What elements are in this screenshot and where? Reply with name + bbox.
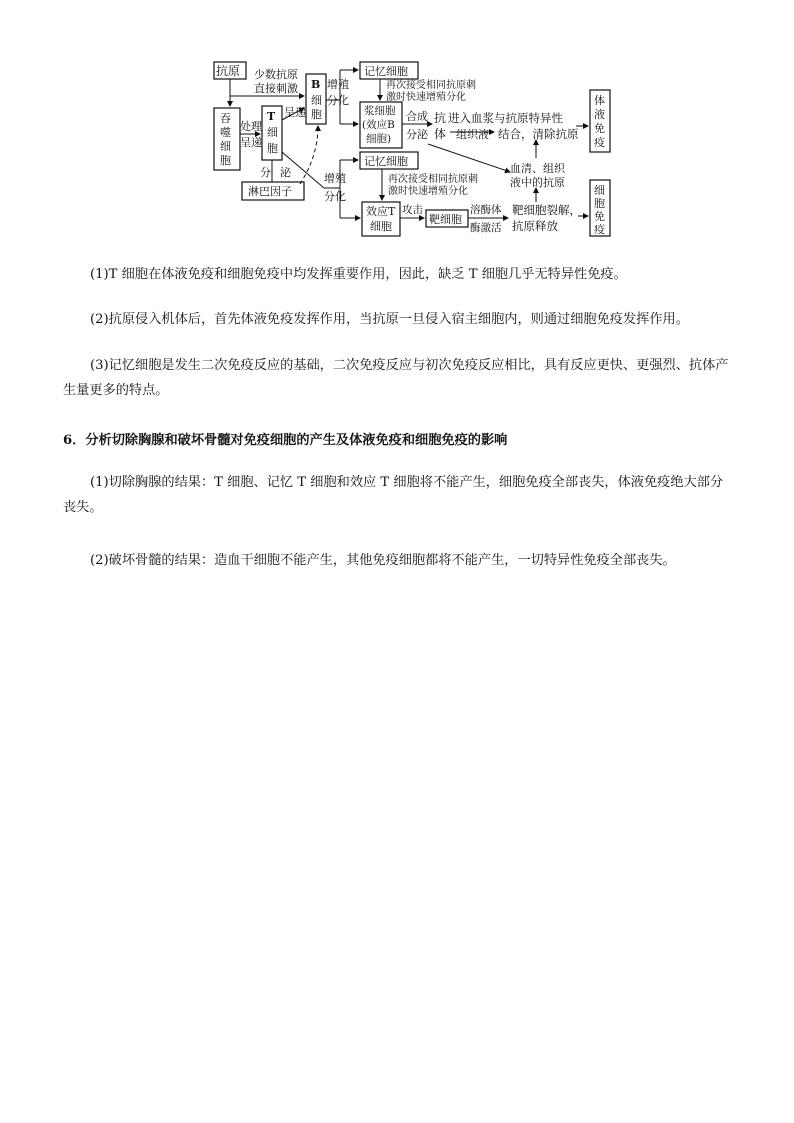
phago-char-3: 细	[220, 140, 231, 153]
antigen-label: 抗原	[216, 64, 241, 78]
bind-clear-label: 结合，清除抗原	[498, 127, 579, 141]
diff1-label: 分化	[327, 94, 349, 107]
tissue-fluid-label: 组织液	[456, 128, 489, 141]
cellular-char-4: 疫	[594, 223, 605, 236]
section-6-paragraph-2-text: (2)破坏骨髓的结果：造血干细胞不能产生，其他免疫细胞都将不能产生，一切特异性免疫全部丧失。	[90, 553, 676, 568]
plasma-line-2: (效应B	[362, 119, 395, 131]
t-char-1: T	[267, 110, 276, 123]
humoral-char-2: 液	[594, 108, 605, 121]
phago-char-1: 吞	[220, 112, 231, 125]
prolif1-label: 增殖	[327, 78, 349, 91]
enter-plasma-label: 进入血浆与抗原特异性	[448, 111, 563, 125]
present2-label: 呈递	[284, 106, 306, 119]
t-char-2: 细	[267, 126, 278, 139]
antibody-char-2: 体	[434, 127, 447, 141]
paragraph-3-text: (3)记忆细胞是发生二次免疫反应的基础，二次免疫反应与初次免疫反应相比，具有反应更快、更强烈、抗体产生量更多的特点。	[63, 358, 729, 398]
b-char-2: 细	[311, 94, 322, 107]
secrete2-char-2: 泌	[280, 166, 291, 179]
cellular-char-1: 细	[594, 184, 605, 197]
lysis-line-2: 抗原释放	[512, 219, 558, 233]
paragraph-1-text: (1)T 细胞在体液免疫和细胞免疫中均发挥重要作用，因此，缺乏 T 细胞几乎无特异性免疫。	[90, 267, 627, 282]
humoral-char-1: 体	[594, 94, 605, 107]
secrete1-label: 分泌	[406, 128, 428, 141]
paragraph-2	[63, 307, 733, 332]
t-char-3: 胞	[267, 142, 278, 155]
cellular-char-2: 胞	[594, 197, 605, 210]
restim2-line-2: 激时快速增殖分化	[388, 186, 468, 197]
paragraph-3	[63, 353, 733, 403]
cellular-char-3: 免	[594, 210, 605, 223]
prolif2-label: 增殖	[324, 172, 346, 185]
restim1-line-1: 再次接受相同抗原刺	[386, 80, 476, 91]
diff2-label: 分化	[324, 190, 346, 203]
plasma-line-3: 细胞)	[366, 133, 392, 145]
arrow-memory2-to-blood	[428, 144, 510, 172]
blood-line-1: 血清、组织	[510, 162, 565, 175]
memory-cell-1-label: 记忆细胞	[364, 65, 408, 78]
process-label: 处理	[240, 120, 262, 133]
lysis-line-1: 靶细胞裂解，	[512, 203, 581, 217]
b-char-1: B	[311, 78, 321, 91]
lymphokine-label: 淋巴因子	[248, 185, 292, 198]
section-6-paragraph-1-text: (1)切除胸腺的结果：T 细胞、记忆 T 细胞和效应 T 细胞将不能产生，细胞免疫全部丧失，体液免疫绝大部分丧失。	[63, 475, 724, 515]
secrete2-char-1: 分	[260, 166, 271, 179]
present1-label: 呈递	[240, 136, 262, 149]
paragraph-1	[63, 262, 733, 287]
effector-line-1: 效应T	[366, 205, 396, 218]
section-6-paragraph-1	[63, 470, 733, 520]
direct-stim-label: 直接刺激	[254, 82, 298, 95]
phago-char-2: 噬	[220, 126, 231, 139]
enzyme-act-label: 酶激活	[470, 222, 502, 234]
humoral-char-3: 免	[594, 122, 605, 135]
lysosome-label: 溶酶体	[470, 204, 502, 216]
immune-flow-diagram	[200, 56, 620, 242]
restim2-line-1: 再次接受相同抗原刺	[388, 174, 478, 185]
synth-label: 合成	[406, 110, 428, 123]
humoral-char-4: 疫	[594, 136, 605, 149]
section-6-paragraph-2	[63, 548, 733, 573]
b-char-3: 胞	[311, 108, 322, 121]
blood-line-2: 液中的抗原	[510, 176, 565, 189]
paragraph-2-text: (2)抗原侵入机体后，首先体液免疫发挥作用，当抗原一旦侵入宿主细胞内，则通过细胞免疫发挥作用。	[90, 312, 689, 327]
target-label: 靶细胞	[429, 213, 462, 226]
section-6-heading: 6．分析切除胸腺和破坏骨髓对免疫细胞的产生及体液免疫和细胞免疫的影响	[63, 433, 508, 448]
attack-label: 攻击	[402, 204, 423, 216]
plasma-line-1: 浆细胞	[364, 105, 396, 117]
antibody-char-1: 抗	[434, 111, 447, 125]
few-antigens-label: 少数抗原	[254, 68, 298, 81]
restim1-line-2: 激时快速增殖分化	[386, 92, 466, 103]
memory-cell-2-label: 记忆细胞	[364, 155, 408, 168]
phago-char-4: 胞	[220, 154, 231, 167]
effector-line-2: 细胞	[370, 220, 392, 233]
